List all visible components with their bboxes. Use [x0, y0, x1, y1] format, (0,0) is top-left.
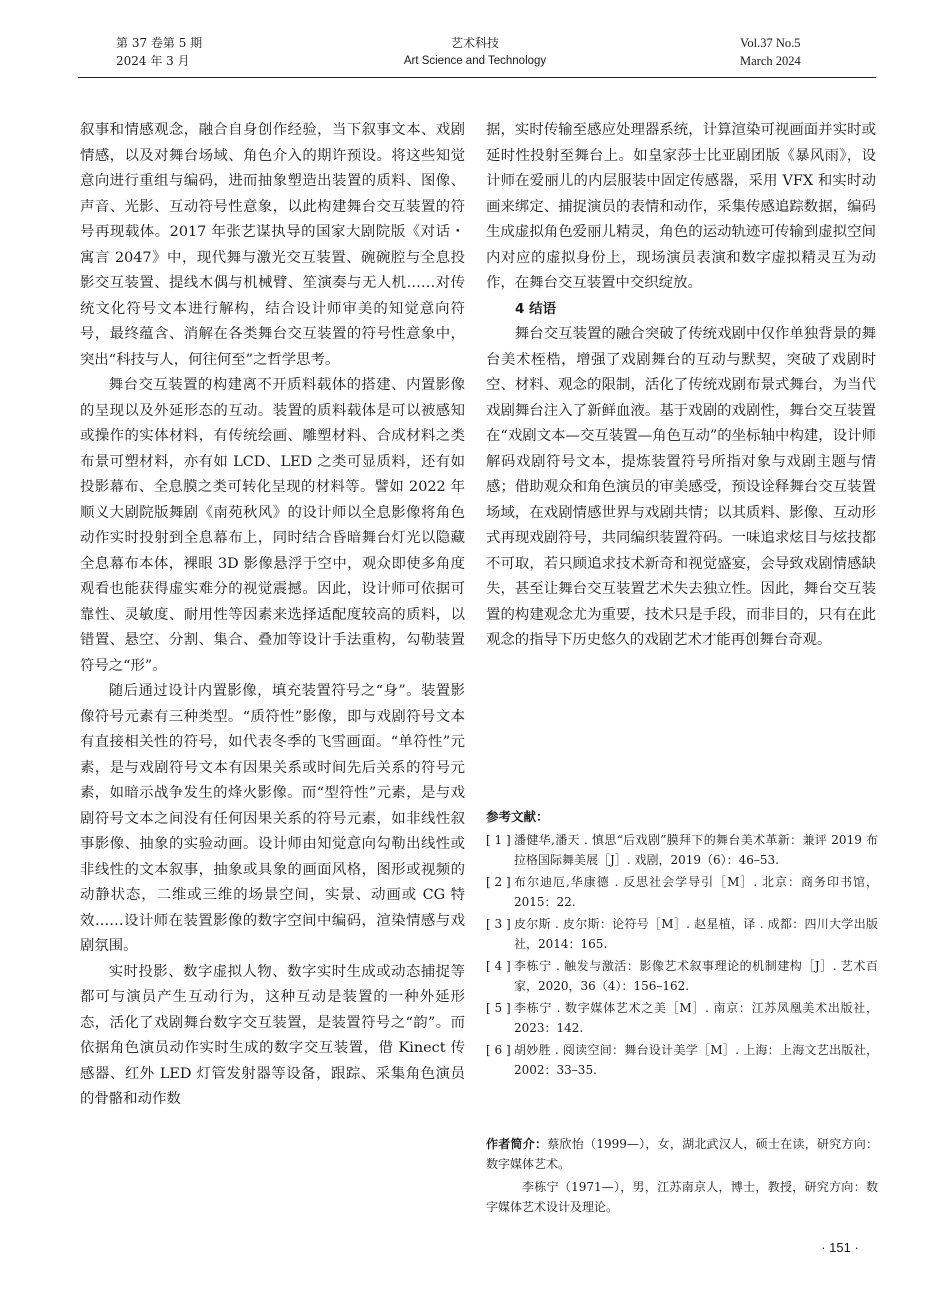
journal-issue-info-cn	[116, 34, 236, 70]
reference-text: 李栋宁 . 数字媒体艺术之美［M］. 南京：江苏凤凰美术出版社，2023：142.	[514, 1001, 878, 1035]
reference-number: [ 3 ]	[486, 917, 511, 931]
body-paragraph: 叙事和情感观念，融合自身创作经验，当下叙事文本、戏剧情感，以及对舞台场域、角色介入的期许预设。将这些知觉意向进行重组与编码，进而抽象塑造出装置的质料、图像、声音、光影、互动符号性意象，以此构建舞台交互装置的符号再现载体。2017 年张艺谋执导的国家大剧院版《对话・寓言 2047》中，现代舞与激光交互装置、碗碗腔与全息投影交互装置、提线木偶与机械臂、笙演奏与无人机……对传统文化符号文本进行解构，结合设计师审美的知觉意向符号，最终蕴含、消解在各类舞台交互装置的符号性意象中，突出“科技与人，何往何至”之哲学思考。	[80, 122, 465, 368]
journal-title-cn: 艺术科技	[450, 36, 499, 50]
page-number: · 151 ·	[821, 1240, 859, 1255]
body-paragraph: 实时投影、数字虚拟人物、数字实时生成或动态捕捉等都可与演员产生互动行为，这种互动是装置的一种外延形态，活化了戏剧舞台数字交互装置，是装置符号之“韵”。而依据角色演员动作实时生成的数字交互装置，借 Kinect 传感器、红外 LED 灯管发射器等设备，跟踪、采集角色演员的骨骼和动作数	[80, 963, 465, 1107]
author-intro-text-1: 蔡欣怡（1999—），女，湖北武汉人，硕士在读，研究方向：数字媒体艺术。	[486, 1137, 878, 1171]
reference-text: 李栋宁 . 触发与激活：影像艺术叙事理论的机制建构［J］. 艺术百家，2020，36（4）：156–162.	[514, 959, 878, 993]
header-divider	[78, 77, 876, 78]
issue-volume-en: Vol.37 No.5	[740, 36, 801, 50]
issue-volume: 第 37 卷第 5 期	[116, 36, 203, 50]
reference-item	[486, 914, 878, 954]
references-section	[486, 807, 878, 1082]
reference-text: 布尔迪厄,华康德 . 反思社会学导引［M］. 北京：商务印书馆，2015：22.	[514, 875, 878, 909]
reference-item	[486, 998, 878, 1038]
author-intro-text-2: 李栋宁（1971—），男，江苏南京人，博士，教授，研究方向：数字媒体艺术设计及理论。	[486, 1180, 878, 1214]
reference-item	[486, 956, 878, 996]
references-title: 参考文献：	[486, 809, 549, 824]
issue-date: 2024 年 3 月	[116, 54, 190, 68]
body-paragraph: 据，实时传输至感应处理器系统，计算渲染可视画面并实时或延时性投射至舞台上。如皇家莎士比亚剧团版《暴风雨》，设计师在爱丽儿的内层服装中固定传感器，采用 VFX 和实时动画来绑定、捕捉演员的表情和动作，采集传感追踪数据，编码生成虚拟角色爱丽儿精灵，角色的运动轨迹可传输到虚拟空间内对应的虚拟身份上，现场演员表演和数字虚拟精灵互为动作，在舞台交互装置中交织绽放。	[486, 122, 876, 291]
body-paragraph: 随后通过设计内置影像，填充装置符号之“身”。装置影像符号元素有三种类型。“质符性”影像，即与戏剧符号文本有直接相关性的符号，如代表冬季的飞雪画面。“单符性”元素，是与戏剧符号文本有因果关系或时间先后关系的符号元素，如暗示战争发生的烽火影像。而“型符性”元素，是与戏剧符号文本之间没有任何因果关系的符号元素，如非线性叙事影像、抽象的实验动画。设计师由知觉意向勾勒出线性或非线性的文本叙事，抽象或具象的画面风格，图形或视频的动静状态，二维或三维的场景空间，实景、动画或 CG 特效……设计师在装置影像的数字空间中编码，渲染情感与戏剧氛围。	[80, 683, 465, 954]
section-heading-conclusion: 4 结语	[515, 300, 557, 317]
reference-item	[486, 1040, 878, 1080]
reference-number: [ 5 ]	[486, 1001, 511, 1015]
journal-title	[375, 34, 575, 70]
issue-date-en: March 2024	[740, 54, 801, 68]
reference-number: [ 1 ]	[486, 833, 511, 847]
reference-text: 潘健华,潘天 . 慎思“后戏剧”膜拜下的舞台美术革新：兼评 2019 布拉格国际舞美展［J］. 戏剧，2019（6）：46–53.	[514, 833, 878, 867]
right-column	[486, 118, 876, 654]
author-intro-first	[486, 1134, 878, 1174]
reference-item	[486, 830, 878, 870]
reference-number: [ 6 ]	[486, 1043, 511, 1057]
reference-number: [ 4 ]	[486, 959, 511, 973]
reference-text: 皮尔斯 . 皮尔斯：论符号［M］. 赵星植，译 . 成都：四川大学出版社，2014：165.	[514, 917, 878, 951]
body-paragraph: 舞台交互装置的构建离不开质料载体的搭建、内置影像的呈现以及外延形态的互动。装置的质料载体是可以被感知或操作的实体材料，有传统绘画、雕塑材料、合成材料之类布景可塑材料，亦有如 LCD、LED 之类可显质料，还有如投影幕布、全息膜之类可转化呈现的材料等。譬如 2022 年顺义大剧院版舞剧《南苑秋风》的设计师以全息影像将角色动作实时投射到全息幕布上，同时结合昏暗舞台灯光以隐藏全息幕布本体，裸眼 3D 影像悬浮于空中，观众即使多角度观看也能获得虚实难分的视觉震撼。因此，设计师可依据可靠性、灵敏度、耐用性等因素来选择适配度较高的质料，以错置、悬空、分割、集合、叠加等设计手法重构，勾勒装置符号之“形”。	[80, 377, 465, 674]
body-paragraph: 舞台交互装置的融合突破了传统戏剧中仅作单独背景的舞台美术桎梏，增强了戏剧舞台的互动与默契，突破了戏剧时空、材料、观念的限制，活化了传统戏剧布景式舞台，为当代戏剧舞台注入了新鲜血液。基于戏剧的戏剧性，舞台交互装置在“戏剧文本—交互装置—角色互动”的坐标轴中构建，设计师解码戏剧符号文本，提炼装置符号所指对象与戏剧主题与情感；借助观众和角色演员的审美感受，预设诠释舞台交互装置场域，在戏剧情感世界与戏剧共情；以其质料、影像、互动形式再现戏剧符号，共同编织装置符码。一味追求炫目与炫技都不可取，若只顾追求技术新奇和视觉盛宴，会导致戏剧情感缺失，甚至让舞台交互装置艺术失去独立性。因此，舞台交互装置的构建观念尤为重要，技术只是手段，而非目的，只有在此观念的指导下历史悠久的戏剧艺术才能再创舞台奇观。	[486, 326, 876, 648]
reference-item	[486, 872, 878, 912]
journal-issue-info-en	[740, 34, 850, 70]
author-introduction	[486, 1134, 878, 1217]
reference-number: [ 2 ]	[486, 875, 511, 889]
author-intro-label: 作者简介：	[486, 1137, 548, 1151]
left-column	[80, 118, 465, 1113]
reference-text: 胡妙胜 . 阅读空间：舞台设计美学［M］. 上海：上海文艺出版社，2002：33–35.	[514, 1043, 878, 1077]
journal-title-en: Art Science and Technology	[403, 55, 547, 67]
